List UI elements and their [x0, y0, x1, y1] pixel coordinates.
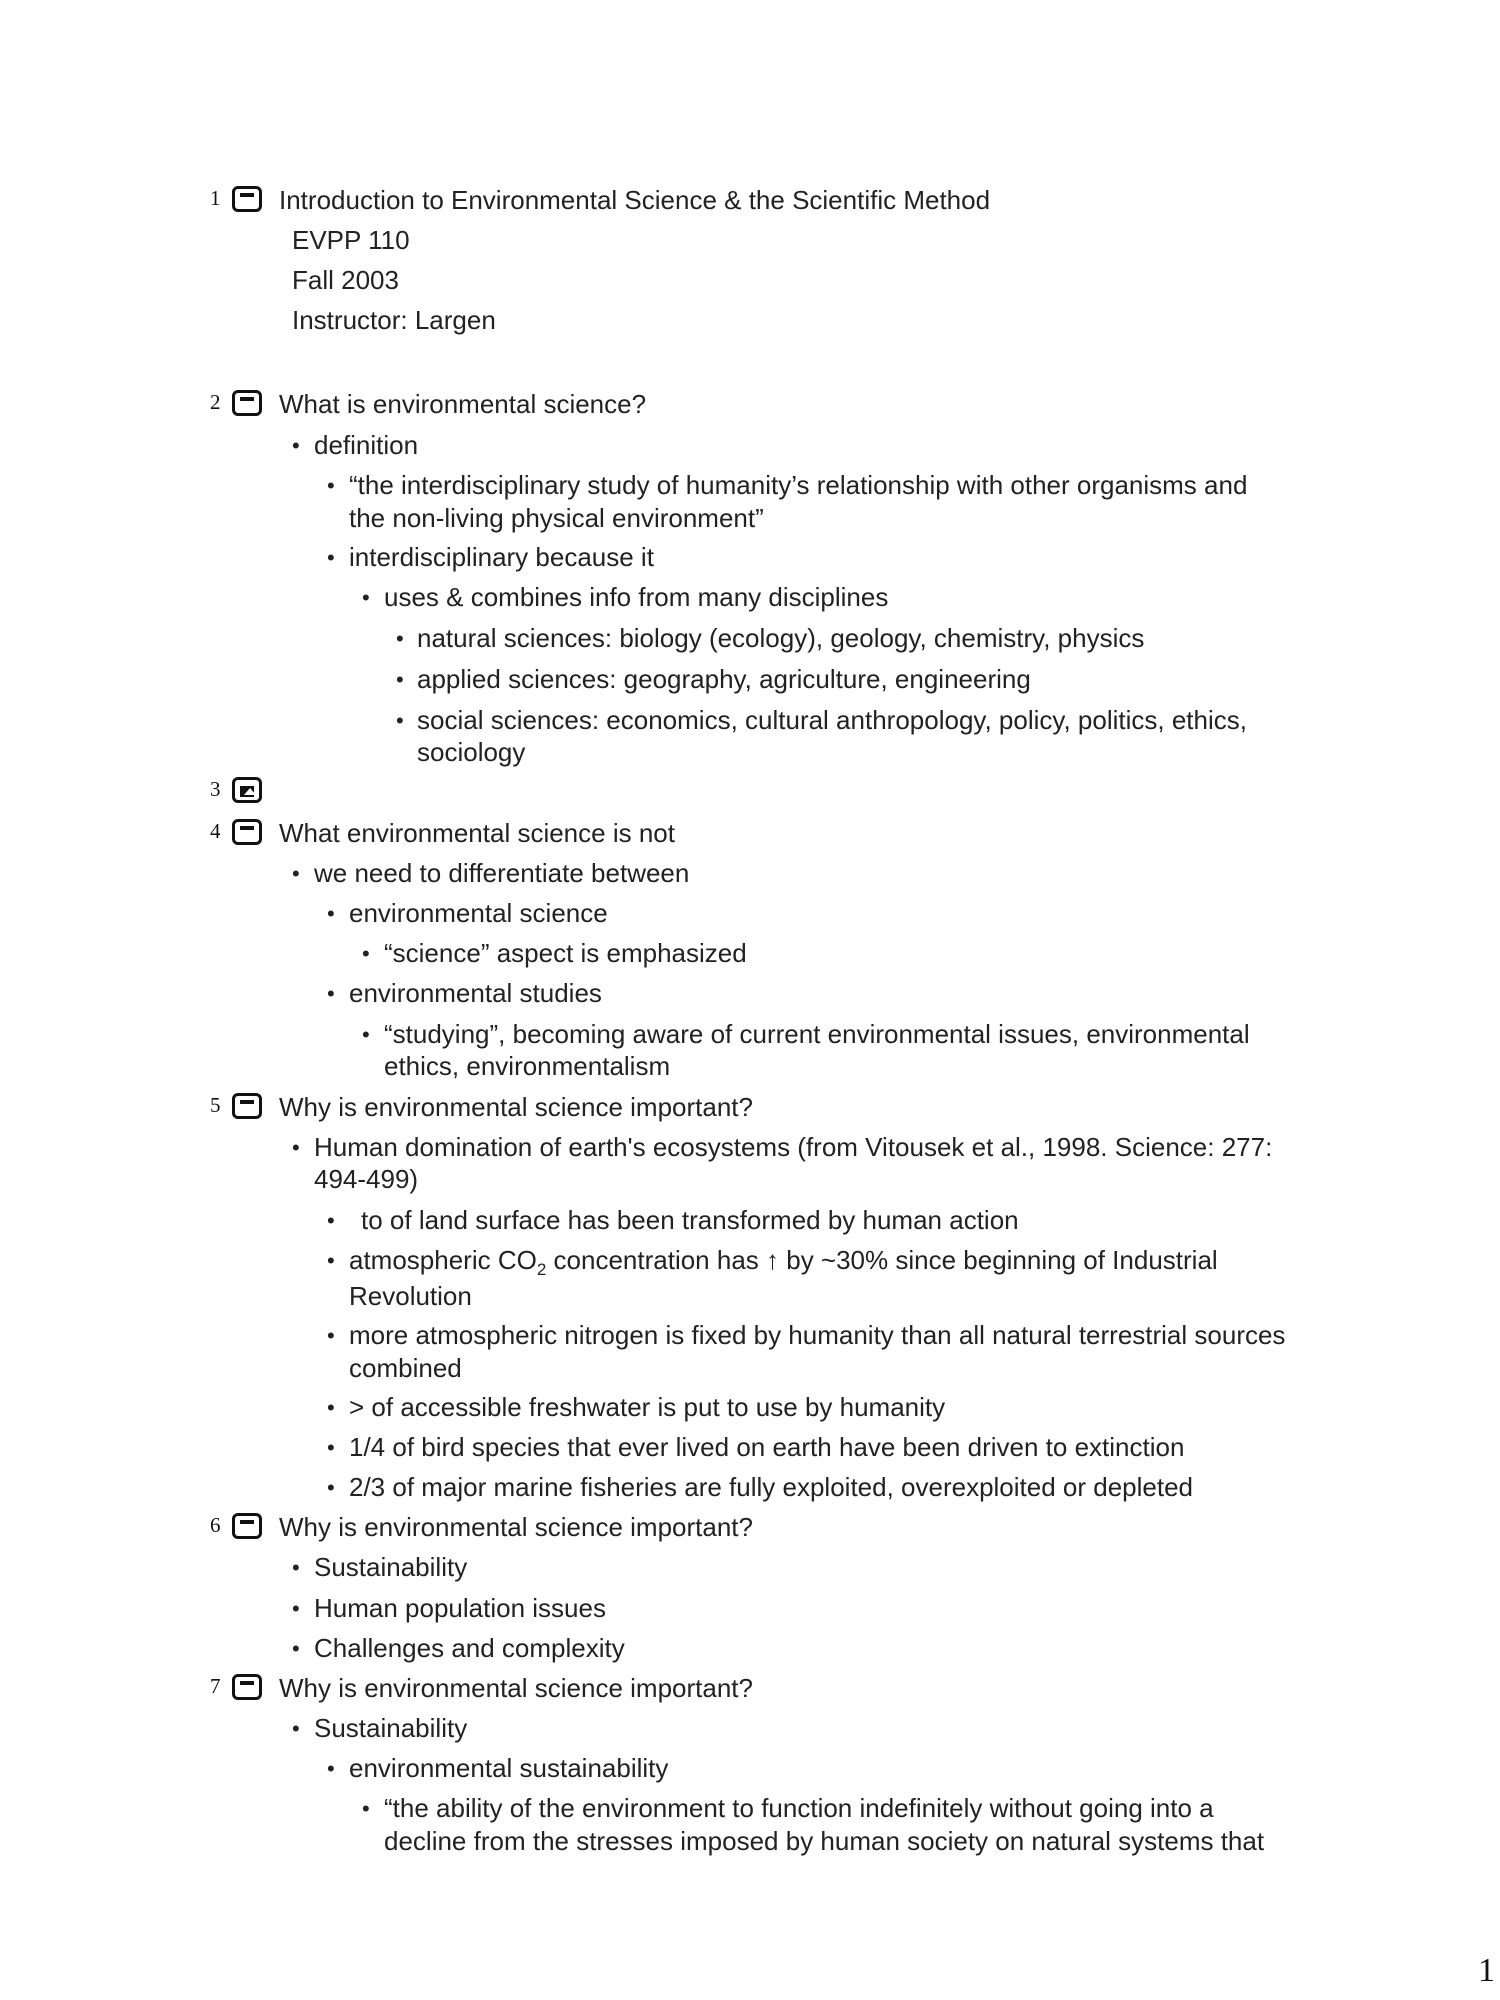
bullet-text: we need to differentiate between: [314, 858, 690, 888]
bullet-text: > of accessible freshwater is put to use by humanity: [349, 1392, 946, 1422]
bullet-text-continued: Revolution: [349, 1281, 472, 1311]
slide-text-icon: [232, 1513, 262, 1539]
bullet-text: environmental sustainability: [349, 1753, 669, 1783]
slide-text-icon: [232, 819, 262, 845]
co2-text: atmospheric CO: [349, 1245, 537, 1275]
slide-title: Why is environmental science important?: [279, 1512, 753, 1542]
bullet-icon: •: [362, 1796, 370, 1821]
slide-number: 1: [210, 186, 221, 210]
bullet-icon: •: [327, 1435, 335, 1460]
slide-number: 7: [210, 1674, 221, 1698]
slide-title: What is environmental science?: [279, 389, 647, 419]
slide-number: 6: [210, 1513, 221, 1537]
bullet-icon: •: [327, 1323, 335, 1348]
course-code: EVPP 110: [292, 225, 410, 255]
co2-subscript: 2: [536, 1260, 547, 1279]
bullet-text-continued: ethics, environmentalism: [384, 1051, 671, 1081]
bullet-text: interdisciplinary because it: [349, 542, 654, 572]
co2-text-rest: concentration has ↑ by ~30% since beginning of Industrial: [546, 1245, 1218, 1275]
bullet-text: “the ability of the environment to function indefinitely without going into a: [384, 1793, 1214, 1823]
bullet-icon: •: [327, 1475, 335, 1500]
slide-title: Why is environmental science important?: [279, 1673, 753, 1703]
bullet-icon: •: [362, 585, 370, 610]
bullet-text: natural sciences: biology (ecology), geology, chemistry, physics: [417, 623, 1145, 653]
bullet-text: Sustainability: [314, 1713, 468, 1743]
bullet-icon: •: [327, 981, 335, 1006]
bullet-icon: •: [362, 1022, 370, 1047]
bullet-icon: •: [327, 1395, 335, 1420]
bullet-text: Challenges and complexity: [314, 1633, 625, 1663]
bullet-icon: •: [327, 1756, 335, 1781]
bullet-icon: •: [292, 861, 300, 886]
slide-text-icon: [232, 186, 262, 212]
bullet-text: to of land surface has been transformed by human action: [361, 1205, 1019, 1235]
slide-number: 5: [210, 1093, 221, 1117]
bullet-icon: •: [327, 901, 335, 926]
bullet-text: “science” aspect is emphasized: [384, 938, 747, 968]
bullet-text-continued: decline from the stresses imposed by human society on natural systems that: [384, 1826, 1265, 1856]
bullet-text: environmental science: [349, 898, 608, 928]
semester: Fall 2003: [292, 265, 399, 295]
bullet-icon: •: [292, 1135, 300, 1160]
slide-title: Introduction to Environmental Science & the Scientific Method: [279, 185, 991, 215]
bullet-icon: •: [292, 1596, 300, 1621]
bullet-icon: •: [396, 626, 404, 651]
bullet-text: Human domination of earth's ecosystems (from Vitousek et al., 1998. Science: 277:: [314, 1132, 1273, 1162]
bullet-text-continued: combined: [349, 1353, 462, 1383]
slide-number: 2: [210, 390, 221, 414]
slide-number: 3: [210, 777, 221, 801]
bullet-icon: •: [327, 473, 335, 498]
bullet-text: Human population issues: [314, 1593, 606, 1623]
bullet-icon: •: [327, 545, 335, 570]
bullet-icon: •: [292, 1716, 300, 1741]
bullet-icon: •: [362, 941, 370, 966]
bullet-text: more atmospheric nitrogen is fixed by humanity than all natural terrestrial sources: [349, 1320, 1286, 1350]
bullet-icon: •: [292, 1636, 300, 1661]
bullet-text: uses & combines info from many disciplines: [384, 582, 889, 612]
page-number: 1: [1478, 1952, 1495, 1989]
slide-title: What environmental science is not: [279, 818, 675, 848]
bullet-text: applied sciences: geography, agriculture, engineering: [417, 664, 1031, 694]
slide-number: 4: [210, 819, 221, 843]
bullet-text-continued: sociology: [417, 737, 526, 767]
slide-text-icon: [232, 1674, 262, 1700]
bullet-icon: •: [327, 1248, 335, 1273]
bullet-icon: •: [292, 1555, 300, 1580]
bullet-text: social sciences: economics, cultural anthropology, policy, politics, ethics,: [417, 705, 1247, 735]
slide-title: Why is environmental science important?: [279, 1092, 753, 1122]
bullet-icon: •: [396, 667, 404, 692]
bullet-text: 1/4 of bird species that ever lived on earth have been driven to extinction: [349, 1432, 1185, 1462]
bullet-icon: •: [396, 708, 404, 733]
bullet-text: definition: [314, 430, 419, 460]
slide-picture-icon: [232, 777, 262, 803]
bullet-text-continued: the non-living physical environment”: [349, 503, 764, 533]
bullet-icon: •: [327, 1208, 335, 1233]
bullet-text: environmental studies: [349, 978, 602, 1008]
bullet-text: “the interdisciplinary study of humanity’s relationship with other organisms and: [349, 470, 1248, 500]
bullet-text-continued: 494-499): [314, 1164, 419, 1194]
slide-text-icon: [232, 390, 262, 416]
bullet-icon: •: [292, 433, 300, 458]
bullet-text: [349, 1244, 1218, 1286]
bullet-text: 2/3 of major marine fisheries are fully exploited, overexploited or depleted: [349, 1472, 1194, 1502]
bullet-text: “studying”, becoming aware of current environmental issues, environmental: [384, 1019, 1250, 1049]
instructor: Instructor: Largen: [292, 305, 496, 335]
slide-text-icon: [232, 1093, 262, 1119]
bullet-text: Sustainability: [314, 1552, 468, 1582]
